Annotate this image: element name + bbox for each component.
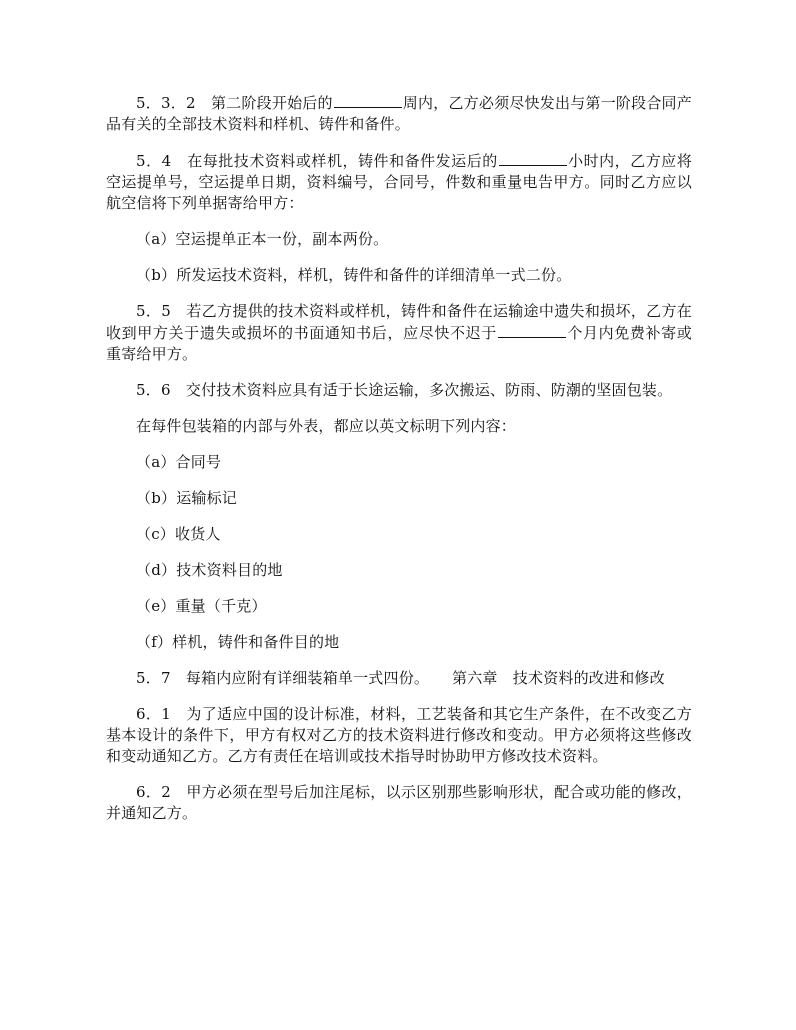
packing-instruction: 在每件包装箱的内部与外表，都应以英文标明下列内容： [136, 417, 517, 435]
clause-text: 个月内免费补寄或重寄给甲方。 [106, 324, 692, 363]
list-item: （a）合同号 [136, 453, 222, 471]
clause-text: 周内，乙方必须尽快发出与第一阶段合同产品有关的全部技术资料和样机、铸件和备件。 [106, 94, 692, 133]
clause-5-6: 5．6 交付技术资料应具有适于长途运输，多次搬运、防雨、防潮的坚固包装。 [136, 381, 673, 399]
fill-blank [499, 150, 567, 166]
clause-5-5 [106, 301, 692, 365]
clause-5-3-2 [106, 92, 692, 135]
clause-text: 5．3．2 第二阶段开始后的 [136, 94, 333, 112]
clause-6-2: 6．2 甲方必须在型号后加注尾标，以示区别那些影响形状，配合或功能的修改，并通知乙方。 [106, 783, 692, 822]
list-item: （f）样机，铸件和备件目的地 [136, 633, 340, 651]
list-item: （b）所发运技术资料，样机，铸件和备件的详细清单一式二份。 [136, 266, 572, 284]
clause-text: 5．4 在每批技术资料或样机，铸件和备件发运后的 [136, 152, 498, 170]
list-item: （d）技术资料目的地 [136, 561, 283, 579]
clause-6-1: 6．1 为了适应中国的设计标准，材料，工艺装备和其它生产条件，在不改变乙方基本设计的条件下，甲方有权对乙方的技术资料进行修改和变动。甲方必须将这些修改和变动通知乙方。乙方有责任在培训或技术指导时协助甲方修改技术资料。 [106, 705, 692, 765]
fill-blank [334, 92, 402, 108]
fill-blank [498, 322, 566, 338]
clause-5-7: 5．7 每箱内应附有详细装箱单一式四份。 第六章 技术资料的改进和修改 [136, 669, 665, 687]
list-item: （c）收货人 [136, 525, 221, 543]
list-item: （a）空运提单正本一份，副本两份。 [136, 230, 389, 248]
clause-text: 5．5 若乙方提供的技术资料或样机，铸件和备件在运输途中遗失和损坏，乙方在收到甲方关于遗失或损坏的书面通知书后，应尽快不迟于 [106, 302, 692, 342]
clause-5-4 [106, 150, 692, 214]
list-item: （b）运输标记 [136, 489, 238, 507]
list-item: （e）重量（千克） [136, 597, 267, 615]
clause-text: 小时内，乙方应将空运提单号，空运提单日期，资料编号，合同号，件数和重量电告甲方。同时乙方应以航空信将下列单据寄给甲方： [106, 152, 692, 212]
